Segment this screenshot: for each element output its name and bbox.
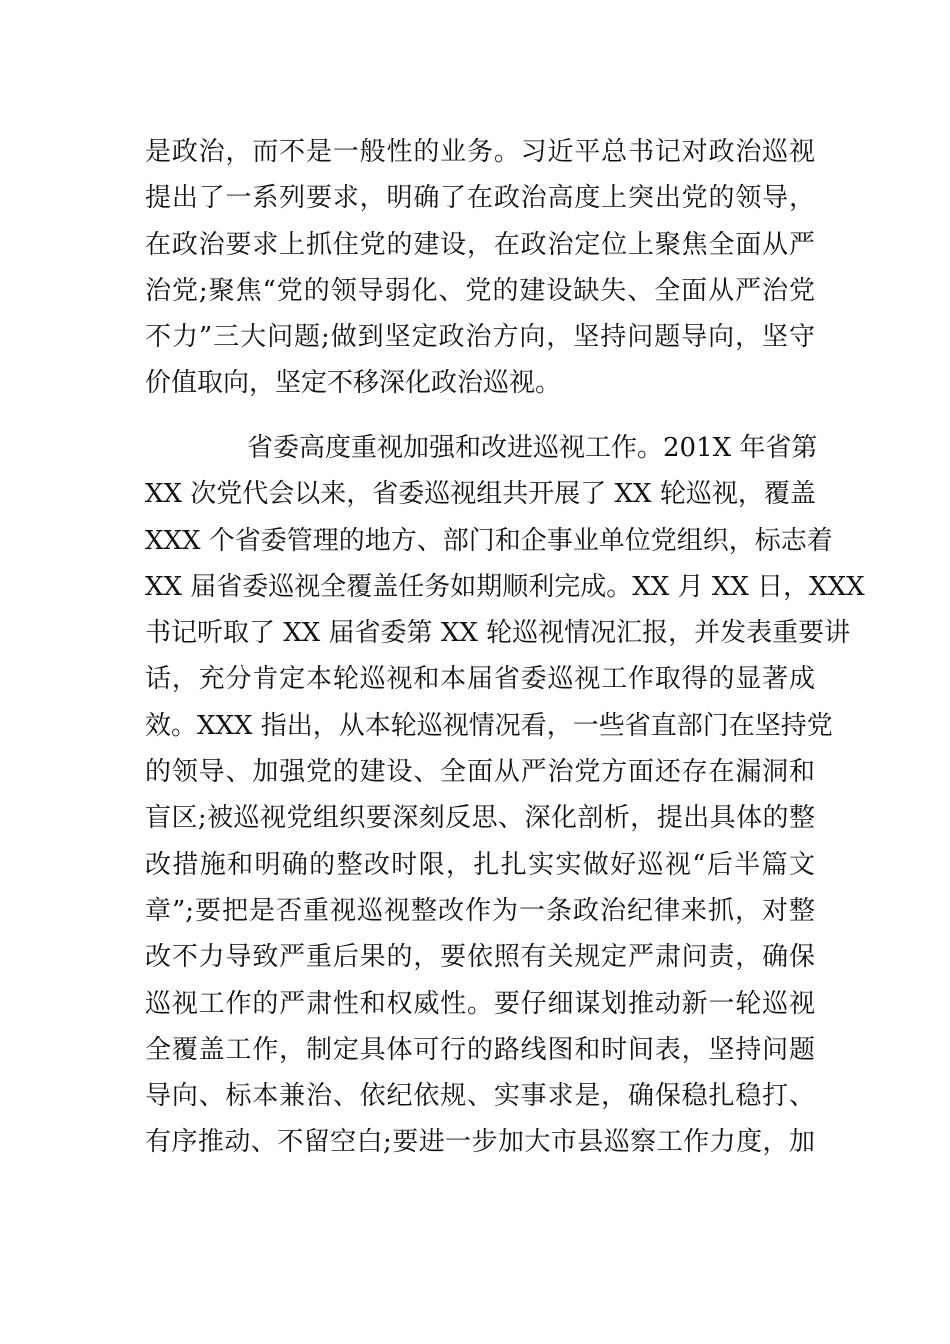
- text-line: 治党;聚焦“党的领导弱化、党的建设缺失、全面从严治党: [145, 275, 815, 306]
- text-line: 有序推动、不留空白;要进一步加大市县巡察工作力度，加: [145, 1127, 815, 1158]
- text-line: 巡视工作的严肃性和权威性。要仔细谋划推动新一轮巡视: [145, 988, 815, 1019]
- text-line: 是政治，而不是一般性的业务。习近平总书记对政治巡视: [145, 137, 815, 167]
- text-line: XX 届省委巡视全覆盖任务如期顺利完成。XX 月 XX 日，XXX: [145, 571, 865, 602]
- text-line: 章”;要把是否重视巡视整改作为一条政治纪律来抓，对整: [145, 895, 815, 926]
- text-line: 提出了一系列要求，明确了在政治高度上突出党的领导，: [145, 183, 815, 214]
- text-line: 不力”三大问题;做到坚定政治方向，坚持问题导向，坚守: [145, 322, 815, 353]
- paragraph-inspection-work: [145, 425, 865, 1166]
- text-line: 导向、标本兼治、依纪依规、实事求是，确保稳扎稳打、: [145, 1081, 815, 1112]
- text-line: XXX 个省委管理的地方、部门和企事业单位党组织，标志着: [145, 525, 833, 556]
- text-line: XX 次党代会以来，省委巡视组共开展了 XX 轮巡视，覆盖: [145, 479, 816, 510]
- text-line-first: 省委高度重视加强和改进巡视工作。201X 年省第: [247, 433, 818, 463]
- text-line: 书记听取了 XX 届省委第 XX 轮巡视情况汇报，并发表重要讲: [145, 618, 851, 649]
- text-line: 话，充分肯定本轮巡视和本届省委巡视工作取得的显著成: [145, 664, 815, 695]
- text-line: 改措施和明确的整改时限，扎扎实实做好巡视“后半篇文: [145, 849, 815, 880]
- text-line: 全覆盖工作，制定具体可行的路线图和时间表，坚持问题: [145, 1034, 815, 1065]
- paragraph-continued: [145, 129, 815, 407]
- text-line: 的领导、加强党的建设、全面从严治党方面还存在漏洞和: [145, 757, 815, 788]
- text-line: 盲区;被巡视党组织要深刻反思、深化剖析，提出具体的整: [145, 803, 815, 834]
- text-line-last: 价值取向，坚定不移深化政治巡视。: [145, 368, 562, 399]
- text-line: 在政治要求上抓住党的建设，在政治定位上聚焦全面从严: [145, 229, 815, 260]
- text-line: 改不力导致严重后果的，要依照有关规定严肃问责，确保: [145, 942, 815, 973]
- text-line: 效。XXX 指出，从本轮巡视情况看，一些省直部门在坚持党: [145, 710, 833, 741]
